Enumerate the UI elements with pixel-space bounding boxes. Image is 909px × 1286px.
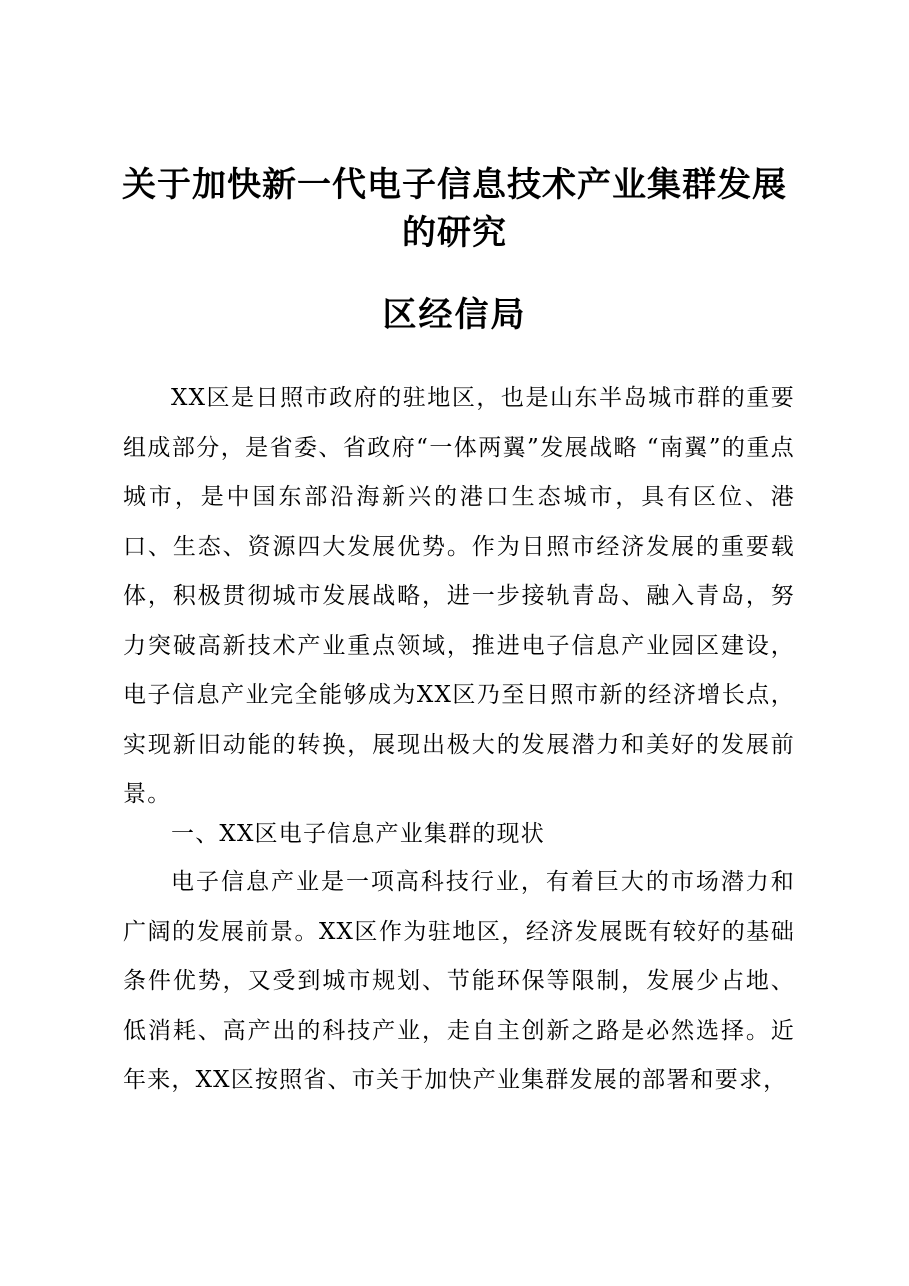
document-title-line-1: 关于加快新一代电子信息技术产业集群发展	[122, 165, 787, 205]
intro-paragraph: XX区是日照市政府的驻地区，也是山东半岛城市群的重要组成部分，是省委、省政府“一体两翼”发展战略 “南翼”的重点城市，是中国东部沿海新兴的港口生态城市，具有区位、港口、生态、资源四大发展优势。作为日照市经济发展的重要载体，积极贯彻城市发展战略，进一步接轨青岛、融入青岛，努力突破高新技术产业重点领域，推进电子信息产业园区建设，电子信息产业完全能够成为XX区乃至日照市新的经济增长点，实现新旧动能的转换，展现出极大的发展潜力和美好的发展前景。	[123, 385, 795, 807]
section-heading: 一、XX区电子信息产业集群的现状	[171, 821, 545, 847]
section-paragraph: 电子信息产业是一项高科技行业，有着巨大的市场潜力和广阔的发展前景。XX区作为驻地区，经济发展既有较好的基础条件优势，又受到城市规划、节能环保等限制，发展少占地、低消耗、高产出的科技产业，走自主创新之路是必然选择。近年来，XX区按照省、市关于加快产业集群发展的部署和要求，	[123, 869, 795, 1093]
document-author: 区经信局	[382, 295, 527, 335]
document-title-line-2: 的研究	[402, 213, 507, 253]
